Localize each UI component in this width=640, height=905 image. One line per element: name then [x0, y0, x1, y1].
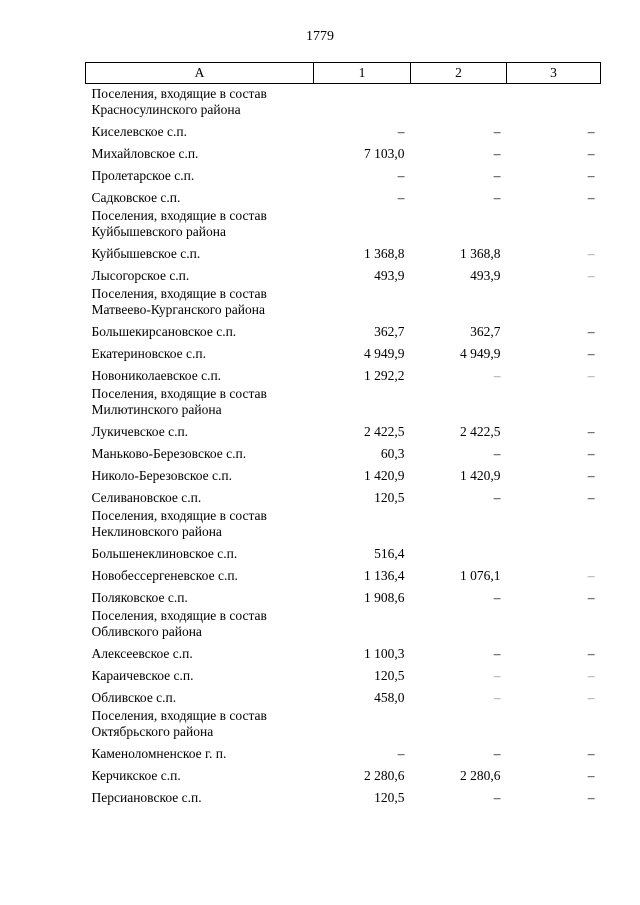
value-col-1: 4 949,9 [364, 346, 405, 361]
table-row [86, 684, 601, 706]
table-row [86, 562, 601, 584]
value-col-2: – [493, 590, 501, 605]
value-col-3: – [587, 324, 595, 339]
settlement-name: Куйбышевское с.п. [91, 246, 201, 261]
table-row [86, 318, 601, 340]
table-row [86, 640, 601, 662]
group-header-row [86, 284, 601, 318]
value-col-3 [507, 84, 601, 119]
value-col-1: 2 422,5 [364, 424, 405, 439]
table-row [86, 262, 601, 284]
value-col-1: 493,9 [374, 268, 405, 283]
value-col-3: – [587, 768, 595, 783]
group-title: Поселения, входящие в состав Милютинского района [91, 386, 267, 417]
settlement-name: Николо-Березовское с.п. [91, 468, 232, 483]
value-col-2: – [493, 368, 501, 383]
group-header-row [86, 706, 601, 740]
value-col-3: – [587, 190, 595, 205]
value-col-1 [314, 84, 411, 119]
value-col-1 [314, 506, 411, 540]
value-col-3: – [587, 168, 595, 183]
value-col-1: 1 136,4 [364, 568, 405, 583]
value-col-2: – [493, 446, 501, 461]
value-col-3 [507, 284, 601, 318]
settlement-name: Обливское с.п. [91, 690, 177, 705]
settlement-name: Каменоломненское г. п. [91, 746, 227, 761]
value-col-3: – [587, 124, 595, 139]
value-col-1: 1 908,6 [364, 590, 405, 605]
group-header-row [86, 206, 601, 240]
table-row [86, 440, 601, 462]
value-col-2: – [493, 168, 501, 183]
table-row [86, 762, 601, 784]
value-col-1: 7 103,0 [364, 146, 405, 161]
value-col-2: 2 422,5 [460, 424, 501, 439]
value-col-1: 1 420,9 [364, 468, 405, 483]
settlement-name: Керчикское с.п. [91, 768, 181, 783]
value-col-2: 1 420,9 [460, 468, 501, 483]
value-col-2: 362,7 [470, 324, 501, 339]
value-col-1: – [397, 168, 405, 183]
value-col-2: 2 280,6 [460, 768, 501, 783]
value-col-1: 516,4 [374, 546, 405, 561]
value-col-3 [507, 384, 601, 418]
value-col-1: – [397, 124, 405, 139]
group-title: Поселения, входящие в состав Обливского района [91, 608, 267, 639]
value-col-2 [411, 206, 507, 240]
value-col-1: 1 100,3 [364, 646, 405, 661]
value-col-3: – [587, 590, 595, 605]
table-row [86, 740, 601, 762]
value-col-1: – [397, 746, 405, 761]
group-title: Поселения, входящие в состав Куйбышевского района [91, 208, 267, 239]
value-col-3: – [587, 668, 595, 683]
group-header-row [86, 506, 601, 540]
value-col-2: – [493, 690, 501, 705]
value-col-3 [507, 206, 601, 240]
table-row [86, 162, 601, 184]
value-col-1 [314, 384, 411, 418]
value-col-2: – [493, 746, 501, 761]
value-col-2: 1 076,1 [460, 568, 501, 583]
settlement-name: Екатериновское с.п. [91, 346, 206, 361]
settlement-name: Лукичевское с.п. [91, 424, 189, 439]
value-col-1: 2 280,6 [364, 768, 405, 783]
value-col-1: 120,5 [374, 668, 405, 683]
header-col-2: 2 [411, 63, 507, 84]
group-title: Поселения, входящие в состав Матвеево-Курганского района [91, 286, 267, 317]
table-row [86, 240, 601, 262]
value-col-2 [411, 384, 507, 418]
settlements-table [85, 62, 601, 806]
value-col-2: – [493, 490, 501, 505]
value-col-2 [411, 284, 507, 318]
value-col-3 [507, 540, 601, 562]
settlement-name: Маньково-Березовское с.п. [91, 446, 247, 461]
settlement-name: Михайловское с.п. [91, 146, 199, 161]
value-col-1: 458,0 [374, 690, 405, 705]
table-header [86, 63, 601, 84]
group-title: Поселения, входящие в состав Красносулинского района [91, 86, 267, 117]
group-header-row [86, 606, 601, 640]
value-col-3: – [587, 368, 595, 383]
value-col-3 [507, 606, 601, 640]
value-col-1 [314, 206, 411, 240]
value-col-2 [411, 506, 507, 540]
table-row [86, 484, 601, 506]
table-row [86, 118, 601, 140]
value-col-3 [507, 706, 601, 740]
table-row [86, 784, 601, 806]
page-number: 1779 [306, 29, 334, 44]
settlement-name: Караичевское с.п. [91, 668, 194, 683]
table-row [86, 418, 601, 440]
value-col-3: – [587, 646, 595, 661]
settlement-name: Киселевское с.п. [91, 124, 188, 139]
value-col-3: – [587, 568, 595, 583]
settlement-name: Персиановское с.п. [91, 790, 202, 805]
value-col-2: – [493, 646, 501, 661]
header-col-3: 3 [507, 63, 601, 84]
value-col-2: 1 368,8 [460, 246, 501, 261]
value-col-3: – [587, 746, 595, 761]
table-body [86, 84, 601, 807]
value-col-1: 120,5 [374, 790, 405, 805]
group-title: Поселения, входящие в состав Октябрьского района [91, 708, 267, 739]
value-col-3: – [587, 146, 595, 161]
value-col-3: – [587, 490, 595, 505]
group-header-row [86, 84, 601, 119]
settlement-name: Лысогорское с.п. [91, 268, 190, 283]
value-col-1: 1 292,2 [364, 368, 405, 383]
settlement-name: Садковское с.п. [91, 190, 181, 205]
settlement-name: Пролетарское с.п. [91, 168, 195, 183]
value-col-2: 4 949,9 [460, 346, 501, 361]
value-col-1 [314, 284, 411, 318]
value-col-1: 60,3 [380, 446, 405, 461]
value-col-3 [507, 506, 601, 540]
table-row [86, 362, 601, 384]
settlement-name: Алексеевское с.п. [91, 646, 193, 661]
header-col-a: А [86, 63, 314, 84]
table-row [86, 140, 601, 162]
value-col-3: – [587, 268, 595, 283]
value-col-2: – [493, 146, 501, 161]
settlement-name: Большекирсановское с.п. [91, 324, 237, 339]
value-col-2 [411, 606, 507, 640]
settlement-name: Поляковское с.п. [91, 590, 188, 605]
value-col-3: – [587, 468, 595, 483]
settlement-name: Новониколаевское с.п. [91, 368, 222, 383]
value-col-1: 362,7 [374, 324, 405, 339]
value-col-3: – [587, 446, 595, 461]
value-col-3: – [587, 790, 595, 805]
value-col-1: 120,5 [374, 490, 405, 505]
settlement-name: Селивановское с.п. [91, 490, 202, 505]
value-col-3: – [587, 690, 595, 705]
value-col-1: 1 368,8 [364, 246, 405, 261]
header-col-1: 1 [314, 63, 411, 84]
settlement-name: Большенеклиновское с.п. [91, 546, 238, 561]
table-row [86, 540, 601, 562]
value-col-2: – [493, 668, 501, 683]
value-col-2 [411, 84, 507, 119]
table-row [86, 662, 601, 684]
table-row [86, 340, 601, 362]
value-col-3: – [587, 246, 595, 261]
value-col-2: – [493, 790, 501, 805]
value-col-2 [411, 540, 507, 562]
value-col-3: – [587, 424, 595, 439]
table-row [86, 184, 601, 206]
value-col-3: – [587, 346, 595, 361]
table-row [86, 462, 601, 484]
value-col-1: – [397, 190, 405, 205]
table-row [86, 584, 601, 606]
value-col-2: 493,9 [470, 268, 501, 283]
settlement-name: Новобессергеневское с.п. [91, 568, 238, 583]
value-col-2 [411, 706, 507, 740]
group-header-row [86, 384, 601, 418]
value-col-1 [314, 606, 411, 640]
value-col-2: – [493, 124, 501, 139]
value-col-2: – [493, 190, 501, 205]
value-col-1 [314, 706, 411, 740]
group-title: Поселения, входящие в состав Неклиновского района [91, 508, 267, 539]
